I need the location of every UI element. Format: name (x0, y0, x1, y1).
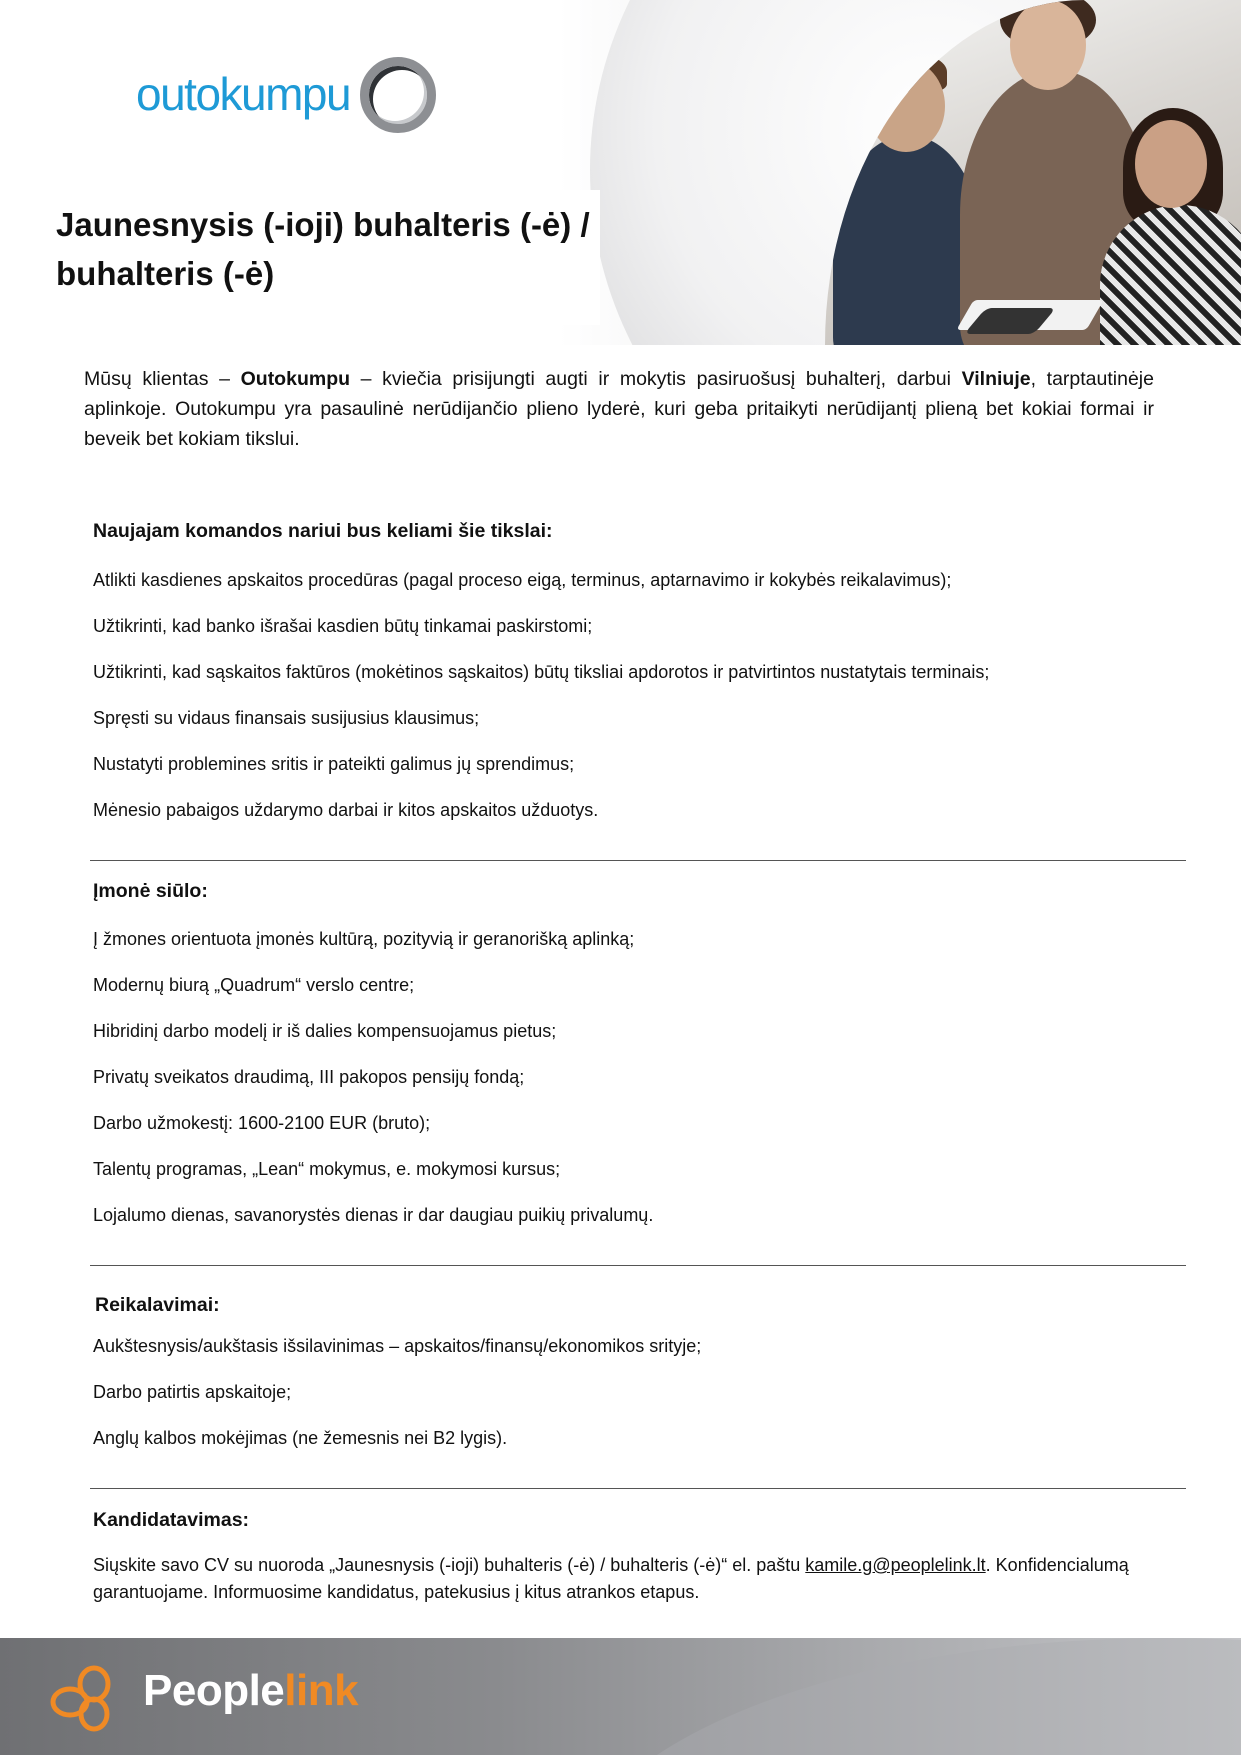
person-woman2-head (1135, 120, 1207, 208)
offers-item: Hibridinį darbo modelį ir iš dalies kompensuojamus pietus; (93, 1021, 557, 1041)
application-text-after: . Konfidencialumą garantuojame. Informuosime kandidatus, patekusius į kitus atrankos etapus. (93, 1555, 1129, 1602)
logo-ring-icon (360, 57, 436, 133)
offers-item: Privatų sveikatos draudimą, III pakopos pensijų fondą; (93, 1067, 525, 1087)
intro-paragraph (84, 364, 1154, 454)
offers-item: Į žmones orientuota įmonės kultūrą, pozityvią ir geranorišką aplinką; (93, 929, 635, 949)
job-title (56, 200, 596, 298)
peoplelink-logo-icon (48, 1662, 118, 1732)
goals-title: Naujajam komandos nariui bus keliami šie tikslai: (93, 520, 553, 542)
intro-part1: Mūsų klientas – (84, 368, 241, 390)
footer-swoosh-shape (565, 1638, 1241, 1755)
goals-item: Užtikrinti, kad banko išrašai kasdien būtų tinkamai paskirstomi; (93, 616, 593, 636)
goals-item: Mėnesio pabaigos uždarymo darbai ir kitos apskaitos užduotys. (93, 800, 599, 820)
person-man-head (867, 60, 945, 152)
section-divider (90, 1488, 1186, 1489)
peoplelink-word-link: link (284, 1666, 359, 1715)
job-title-line2: buhalteris (-ė) (56, 255, 275, 292)
application-title: Kandidatavimas: (93, 1509, 250, 1531)
section-divider (90, 860, 1186, 861)
peoplelink-word-people: People (143, 1666, 285, 1715)
email-link[interactable]: kamile.g@peoplelink.lt (805, 1555, 986, 1575)
person-woman-head (1010, 0, 1086, 90)
logo-wordmark: outokumpu (136, 68, 351, 120)
requirements-item: Darbo patirtis apskaitoje; (93, 1382, 292, 1402)
application-text-before: Siųskite savo CV su nuoroda „Jaunesnysis (-ioji) buhalteris (-ė) / buhalteris (-ė)“ el. paštu (93, 1555, 806, 1575)
requirements-title: Reikalavimai: (95, 1294, 220, 1316)
job-title-line1: Jaunesnysis (-ioji) buhalteris (-ė) / (56, 206, 590, 243)
header-banner (0, 0, 1241, 345)
peoplelink-wordmark (143, 1666, 358, 1716)
intro-part2: – kviečia prisijungti augti ir mokytis pasiruošusį buhalterį, darbui (350, 368, 962, 390)
offers-item: Talentų programas, „Lean“ mokymus, e. mokymosi kursus; (93, 1159, 561, 1179)
section-divider (90, 1265, 1186, 1266)
application-text (93, 1552, 1183, 1606)
goals-item: Atlikti kasdienes apskaitos procedūras (pagal proceso eigą, terminus, aptarnavimo ir kokybės reikalavimus); (93, 570, 952, 590)
intro-part3: , tarptautinėje aplinkoje. Outokumpu yra pasaulinė nerūdijančio plieno lyderė, kuri geba pritaikyti nerūdijantį plieną bet kokiai formai ir beveik bet kokiam tikslui. (84, 368, 1154, 450)
offers-item: Darbo užmokestį: 1600-2100 EUR (bruto); (93, 1113, 431, 1133)
requirements-item: Aukštesnysis/aukštasis išsilavinimas – apskaitos/finansų/ekonomikos srityje; (93, 1336, 702, 1356)
goals-item: Spręsti su vidaus finansais susijusius klausimus; (93, 708, 480, 728)
outokumpu-logo (136, 55, 436, 135)
intro-city: Vilniuje (961, 368, 1031, 390)
offers-title: Įmonė siūlo: (93, 880, 208, 902)
goals-item: Užtikrinti, kad sąskaitos faktūros (mokėtinos sąskaitos) būtų tiksliai apdorotos ir patvirtintos nustatytais terminais; (93, 662, 990, 682)
offers-item: Modernų biurą „Quadrum“ verslo centre; (93, 975, 415, 995)
goals-item: Nustatyti problemines sritis ir pateikti galimus jų sprendimus; (93, 754, 575, 774)
intro-company: Outokumpu (240, 368, 351, 390)
footer-banner (0, 1638, 1241, 1755)
offers-item: Lojalumo dienas, savanorystės dienas ir dar daugiau puikių privalumų. (93, 1205, 654, 1225)
requirements-item: Anglų kalbos mokėjimas (ne žemesnis nei B2 lygis). (93, 1428, 508, 1448)
